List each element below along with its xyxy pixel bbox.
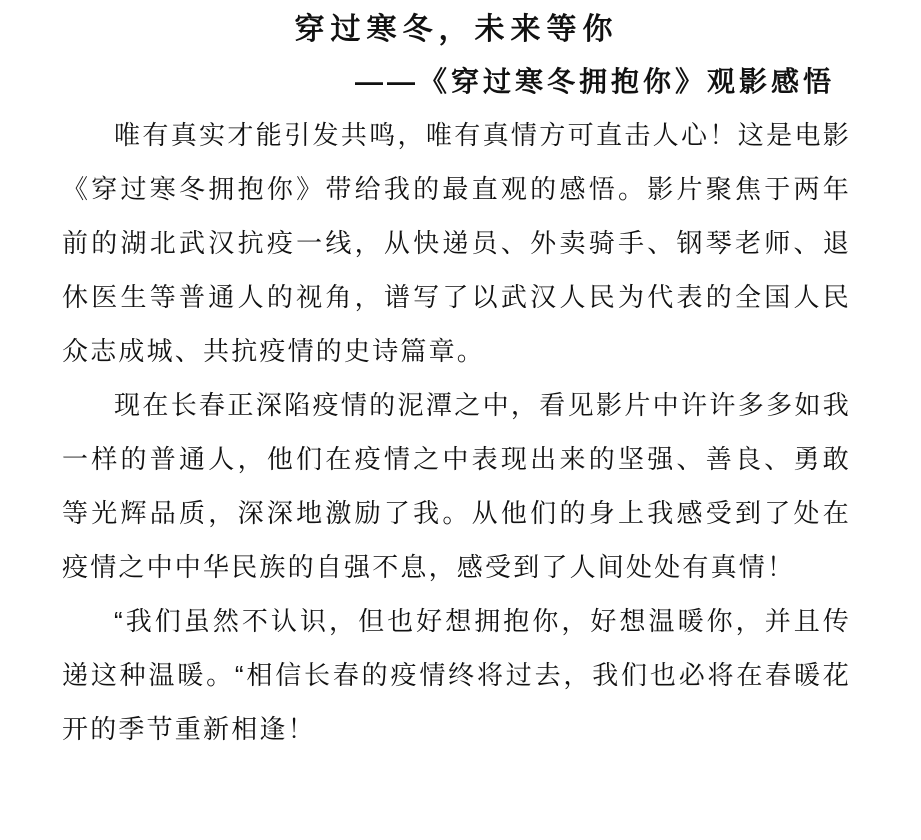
document-body [62,108,851,756]
document-title: 穿过寒冬，未来等你 [294,13,619,46]
paragraph-2: 现在长春正深陷疫情的泥潭之中，看见影片中许许多多如我一样的普通人，他们在疫情之中表现出来的坚强、善良、勇敢等光辉品质，深深地激励了我。从他们的身上我感受到了处在疫情之中中华民族的自强不息，感受到了人间处处有真情！ [62,390,851,582]
paragraph-1: 唯有真实才能引发共鸣，唯有真情方可直击人心！这是电影《穿过寒冬拥抱你》带给我的最直观的感悟。影片聚焦于两年前的湖北武汉抗疫一线，从快递员、外卖骑手、钢琴老师、退休医生等普通人的视角，谱写了以武汉人民为代表的全国人民众志成城、共抗疫情的史诗篇章。 [62,120,851,366]
document-subtitle: ——《穿过寒冬拥抱你》观影感悟 [354,66,835,97]
paragraph-3: “我们虽然不认识，但也好想拥抱你，好想温暖你，并且传递这种温暖。“相信长春的疫情终将过去，我们也必将在春暖花开的季节重新相逢！ [62,606,851,744]
